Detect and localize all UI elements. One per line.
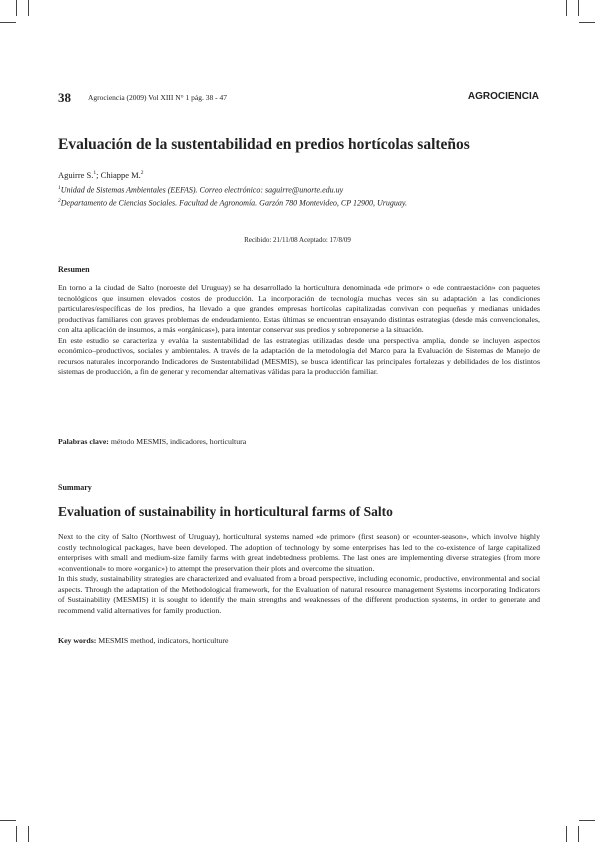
crop-mark xyxy=(28,0,29,16)
affiliation-text: Departamento de Ciencias Sociales. Facultad de Agronomía. Garzón 780 Montevideo, CP 12900, Uruguay. xyxy=(60,198,408,208)
summary-paragraph: Next to the city of Salto (Northwest of Uruguay), horticultural systems named «de primor» (first season) or «counter-season», which involve highly costly technological packages, have been developed. The adoption of technology by some enterprises has led to the co-existence of large capitalized enterprises with small and medium-size family farms with great indebtedness problems. The last ones are implementing diverse strategies (from more «conventional» to more «organic») to attempt the preservation their plots and overcome the situation. xyxy=(58,532,540,573)
article-title-en: Evaluation of sustainability in horticultural farms of Salto xyxy=(58,504,393,519)
resumen-body xyxy=(58,283,540,378)
keywords-label: Key words: xyxy=(58,636,97,645)
author-name: Aguirre S. xyxy=(58,170,94,180)
article-title-es: Evaluación de la sustentabilidad en predios hortícolas salteños xyxy=(58,136,470,153)
crop-mark xyxy=(16,826,17,842)
crop-mark xyxy=(0,820,16,821)
author-sup: 2 xyxy=(140,170,144,177)
author-name: ; Chiappe M. xyxy=(96,170,141,180)
keywords-text: método MESMIS, indicadores, horticultura xyxy=(108,437,247,446)
resumen-paragraph: En este estudio se caracteriza y evalúa la sustentabilidad de las estrategias utilizadas desde una perspectiva amplia, donde se incluyen aspectos económico–productivos, sociales y ambientales. A través de la adaptación de la metodología del Marco para la Evaluación de Sistemas de Manejo de recursos naturales incorporando Indicadores de Sustentabilidad (MESMIS), se busca identificar las principales fortalezas y debilidades de los distintos sistemas de producción, a fin de generar y recomendar alternativas válidas para la producción familiar. xyxy=(58,335,540,376)
crop-mark xyxy=(16,0,17,16)
received-accepted-dates: Recibido: 21/11/08 Aceptado: 17/8/09 xyxy=(244,236,351,244)
keywords-en xyxy=(58,636,228,645)
keywords-label: Palabras clave: xyxy=(58,437,109,446)
crop-mark xyxy=(579,820,595,821)
page-header xyxy=(58,91,539,105)
crop-mark xyxy=(566,0,567,16)
journal-name: AGROCIENCIA xyxy=(467,91,539,102)
crop-mark xyxy=(0,22,16,23)
affiliation-marker: 2 xyxy=(58,198,61,204)
crop-mark xyxy=(28,826,29,842)
author-sup: 1 xyxy=(93,170,97,177)
affiliation-2 xyxy=(58,198,548,208)
summary-paragraph: In this study, sustainability strategies are characterized and evaluated from a broad perspective, including economic, productive, environmental and social aspects. Through the adaptation of the Methodological framework, for the Evaluation of natural resource management Systems incorporating Indicators of Sustainability (MESMIS) it is sought to identify the main strengths and weaknesses of the different production systems, in order to generate and recommend valid alternatives for family production. xyxy=(58,574,540,615)
resumen-heading: Resumen xyxy=(58,265,90,274)
affiliation-marker: 1 xyxy=(58,185,61,191)
crop-mark xyxy=(578,0,579,16)
affiliation-1 xyxy=(58,185,548,195)
crop-mark xyxy=(579,22,595,23)
crop-mark xyxy=(566,826,567,842)
keywords-es xyxy=(58,437,246,446)
resumen-paragraph: En torno a la ciudad de Salto (noroeste del Uruguay) se ha desarrollado la horticultura denominada «de primor» o «de contraestación» con paquetes tecnológicos que insumen elevados costos de producción. La incorporación de tecnología muchas veces sin su adaptación a las condiciones particulares/específicas de los predios, ha llevado a que grandes empresas hortícolas capitalizadas convivan con pequeñas y medianas unidades productivas familiares con graves problemas de endeudamiento. Estas últimas se encuentran ensayando distintas estrategias (desde más convencionales, con alta aplicación de insumos, a más «orgánicas»), para intentar conservar sus predios y sobreponerse a la situación. xyxy=(58,283,540,334)
affiliation-text: Unidad de Sistemas Ambientales (EEFAS). Correo electrónico: saguirre@unorte.edu.uy xyxy=(60,185,344,195)
authors xyxy=(58,170,144,180)
summary-body xyxy=(58,532,540,616)
journal-reference: Agrociencia (2009) Vol XIII N° 1 pág. 38 - 47 xyxy=(88,93,227,102)
crop-mark xyxy=(578,826,579,842)
keywords-text: MESMIS method, indicators, horticulture xyxy=(96,636,229,645)
summary-heading: Summary xyxy=(58,483,92,492)
page-number: 38 xyxy=(58,90,71,105)
